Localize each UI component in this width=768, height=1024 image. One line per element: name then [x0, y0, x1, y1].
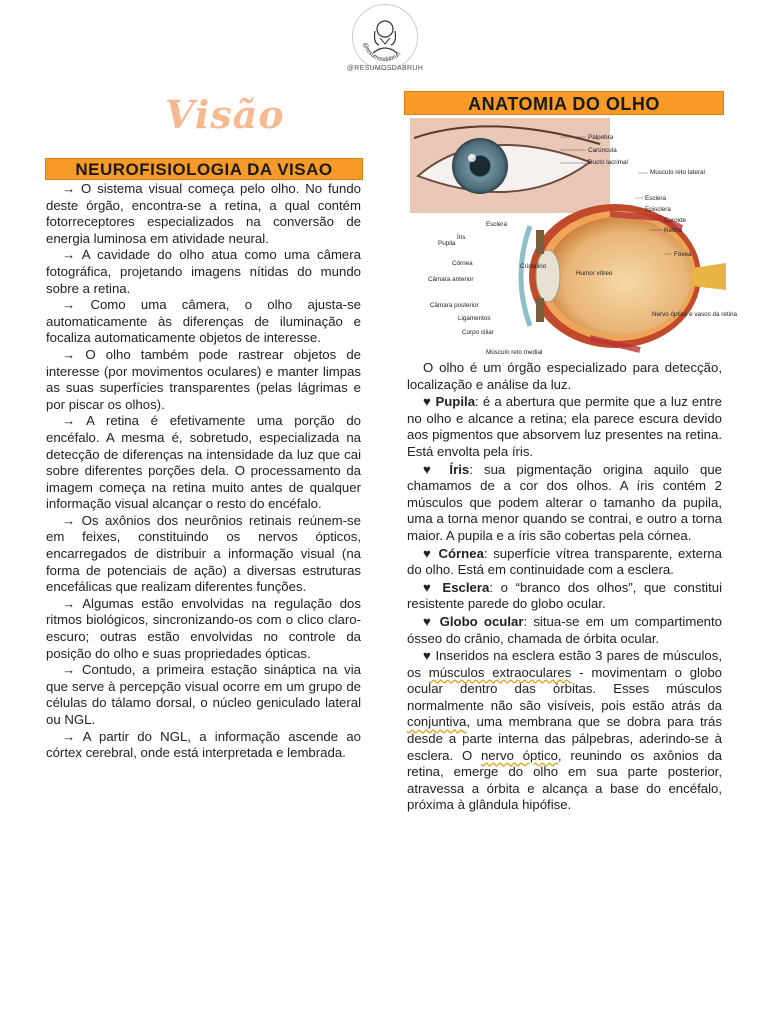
label-iris: Íris	[457, 234, 466, 241]
label-pupila: Pupila	[438, 240, 456, 247]
paragraph: → A retina é efetivamente uma porção do encéfalo. A mesma é, sobretudo, especializada na detecção de diferenças na intensidade da luz que cai sobre diferentes porções dela. O processamento da imagem começa na retina muito antes de qualquer informação visual alcançar o resto do encéfalo.	[46, 413, 361, 512]
text-esclera: : o “branco dos olhos”, que constitui resistente parede do globo ocular.	[407, 579, 722, 612]
label-coroide: Coroide	[664, 217, 687, 224]
paragraph-musculos: ♥ Inseridos na esclera estão 3 pares de músculos, os músculos extraoculares - movimentam o globo ocular dentro das órbitas. Esses músculos normalmente não são visíveis, pois estão atrás da conjuntiva, uma membrana que se dobra para trás desde a parte interna das pálpebras, aderindo-se à esclera. O nervo óptico, reunindo os axônios da retina, emerge do olho em sua parte posterior, atravessa a órbita e alcança a base do encéfalo, próxima à glândula hipófise.	[407, 648, 723, 813]
label-nervo-optico: Nervo óptico e vasos da retina	[652, 311, 738, 318]
paragraph-pupila: ♥ Pupila: é a abertura que permite que a luz entre no olho e alcance a retina; ela parece escura devido aos pigmentos que absorvem luz presentes na retina. Está envolta pela íris.	[407, 394, 722, 459]
paragraph: → O olho também pode rastrear objetos de interesse (por movimentos oculares) e manter limpas as suas superfícies transparentes (pelas lágrimas e por piscar os olhos).	[46, 346, 361, 412]
label-camara-posterior: Câmara posterior	[430, 302, 479, 309]
paragraph	[407, 360, 722, 393]
paragraph-globo: ♥ Globo ocular: situa-se em um compartimento ósseo do crânio, chamada de órbita ocular.	[407, 613, 723, 646]
iris-photo	[452, 138, 508, 194]
label-ligamentos: Ligamentos	[458, 315, 491, 322]
avatar-icon	[353, 5, 417, 69]
label-esclera-left: Esclera	[486, 221, 507, 228]
text-span: Inseridos na esclera estão 3 pares de músculos, os	[407, 648, 723, 680]
logo	[352, 4, 418, 70]
label-musculo-medial: Músculo reto medial	[486, 349, 543, 356]
intro-text: O olho é um órgão especializado para detecção, localização e análise da luz.	[407, 360, 722, 392]
highlight-conjuntiva: conjuntiva	[407, 714, 467, 730]
text-cornea: : superfície vítrea transparente, externa do olho. Está em continuidade com a esclera.	[407, 545, 723, 578]
eye-anatomy-diagram	[410, 118, 738, 358]
paragraph-cornea: ♥ Córnea: superfície vítrea transparente, externa do olho. Está em continuidade com a esclera.	[407, 545, 723, 578]
label-cornea: Córnea	[452, 260, 473, 267]
label-caruncula: Carúncula	[588, 147, 617, 154]
paragraph: → Contudo, a primeira estação sináptica na via que serve à percepção visual ocorre em um grupo de células do tálamo dorsal, o núcleo geniculado lateral ou NGL.	[46, 662, 361, 727]
paragraph-iris: ♥ Íris: sua pigmentação origina aquilo que chamamos de a cor dos olhos. A íris contém 2 músculos que podem alterar o tamanho da pupila, uma a torna menor quando se contrai, e outro a torna maior. A pupila e a íris são cobertas pela córnea.	[407, 461, 723, 543]
text-span: , reunindo os axônios da retina, emerge do olho em sua parte posterior, atravessa a órbita e alcança a base do encéfalo, próxima à glândula hipófise.	[407, 747, 723, 813]
label-fovea: Fóvea	[674, 251, 692, 258]
left-column	[46, 181, 361, 762]
label-palpebra: Pálpebra	[588, 134, 614, 141]
label-episclera: Episclera	[645, 206, 671, 213]
text-span: - movimentam o globo ocular dentro das órbitas. Esses músculos normalmente não são visíveis, pois estão atrás da	[407, 664, 722, 713]
label-camara-anterior: Câmara anterior	[428, 276, 474, 283]
term-iris: Íris	[449, 461, 470, 477]
paragraph: → O sistema visual começa pelo olho. No fundo deste órgão, encontra-se a retina, a qual contém fotorreceptores especializados na conversão de energia luminosa em atividade neural.	[46, 181, 361, 246]
label-musculo-lateral: Músculo reto lateral	[650, 169, 705, 176]
label-ducto: Ducto lacrimal	[588, 159, 628, 166]
text-iris: : sua pigmentação origina aquilo que chamamos de a cor dos olhos. A íris contém 2 músculos que podem alterar o tamanho da pupila, uma a torna menor quando se contrai, e outro a torna maior. A pupila e a íris são cobertas pela córnea.	[407, 461, 723, 543]
term-pupila: Pupila	[435, 394, 476, 410]
section-heading-neurofisiologia: NEUROFISIOLOGIA DA VISAO	[45, 158, 363, 180]
label-humor-vitreo: Humor vítreo	[576, 270, 613, 277]
paragraph: → Os axônios dos neurônios retinais reúnem-se em feixes, constituindo os nervos ópticos, encarregados de distribuir a informação visual (na forma de potenciais de ação) a diversas estruturas encefálicas que realizam diferentes funções.	[46, 512, 361, 595]
right-column	[407, 360, 722, 815]
term-globo: Globo ocular	[439, 613, 524, 629]
highlight-musculos: músculos extraoculares	[428, 664, 572, 680]
paragraph: → Algumas estão envolvidas na regulação dos ritmos biológicos, sincronizando-os com o clico claro-escuro; outras estão envolvidas no controle da posição do olho e suas propriedades ópticas.	[46, 595, 361, 661]
label-esclera: Esclera	[645, 195, 666, 202]
paragraph: → Como uma câmera, o olho ajusta-se automaticamente às diferenças de iluminação e focaliza automaticamente objetos de interesse.	[46, 297, 361, 346]
logo-text: @resumosdabruh	[361, 41, 403, 64]
paragraph: → A partir do NGL, a informação ascende ao córtex cerebral, onde está interpretada e lembrada.	[46, 728, 361, 761]
text-pupila: : é a abertura que permite que a luz entre no olho e alcance a retina; ela parece escura devido aos pigmentos que absorvem luz presentes na retina. Está envolta pela íris.	[407, 394, 722, 459]
label-retina: Retina	[664, 227, 683, 234]
logo-handle: @RESUMOSDABRUH	[346, 65, 424, 72]
highlight-nervo: nervo óptico	[480, 747, 558, 763]
label-corpo-ciliar: Corpo ciliar	[462, 329, 494, 336]
paragraph-esclera: ♥ Esclera: o “branco dos olhos”, que constitui resistente parede do globo ocular.	[407, 579, 722, 612]
text-span: , uma membrana que se dobra para trás desde a parte interna das pálpebras, aderindo-se à esclera. O	[407, 714, 722, 763]
text-globo: : situa-se em um compartimento ósseo do crânio, chamada de órbita ocular.	[407, 613, 723, 646]
page-title: Visão	[165, 92, 285, 137]
term-cornea: Córnea	[438, 545, 484, 561]
section-heading-anatomia: ANATOMIA DO OLHO	[404, 91, 724, 115]
label-cristalino: Cristalino	[520, 263, 547, 270]
term-esclera: Esclera	[442, 579, 490, 595]
paragraph: → A cavidade do olho atua como uma câmera fotográfica, projetando imagens nítidas do mundo sobre a retina.	[46, 247, 361, 296]
